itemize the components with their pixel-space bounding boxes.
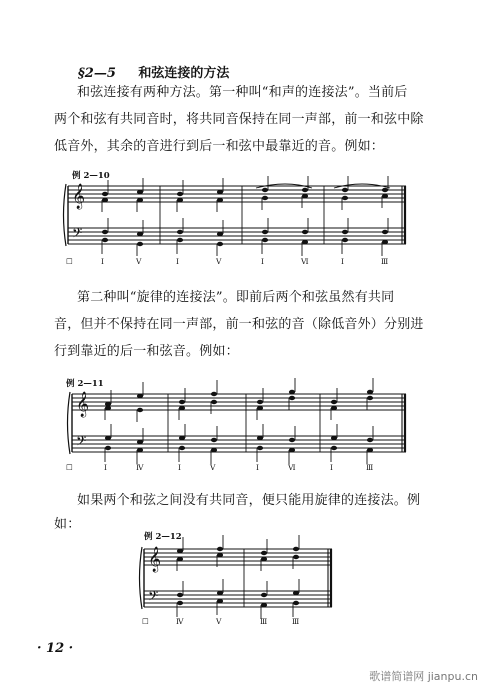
degree-label: Ⅲ	[381, 257, 389, 266]
example-2-degrees	[64, 463, 410, 475]
degree-label: V	[136, 257, 142, 266]
example-1-score	[60, 178, 410, 258]
example-1-degrees	[60, 257, 410, 269]
section-title: 和弦连接的方法	[138, 66, 230, 81]
degree-label: Ⅴ	[210, 463, 216, 472]
paragraph-3-line-1: 如果两个和弦之间没有共同音，便只能用旋律的连接法。例	[77, 493, 421, 508]
degree-label: I	[341, 257, 344, 266]
example-3-label: 例 2—12	[144, 532, 182, 542]
degree-label: Ⅲ	[366, 463, 374, 472]
bass-clef-icon: 𝄢	[72, 225, 83, 244]
degree-label: Ⅵ	[301, 257, 309, 266]
paragraph-1-line-2: 两个和弦有共同音时，将共同音保持在同一声部，前一和弦中除	[54, 112, 424, 127]
section-number: §2—5	[78, 66, 116, 81]
degree-label: I	[101, 257, 104, 266]
example-2-label: 例 2—11	[66, 379, 104, 389]
example-3-score	[136, 539, 336, 621]
example-3-degrees	[136, 617, 336, 629]
degree-label: I	[104, 463, 107, 472]
degree-label: I	[330, 463, 333, 472]
example-1-label: 例 2—10	[72, 171, 110, 181]
treble-clef-icon: 𝄞	[72, 184, 86, 209]
degree-label: Ⅵ	[288, 463, 296, 472]
example-2-mode-mark: ☐	[66, 463, 73, 472]
example-1-mode-mark: ☐	[66, 257, 73, 266]
paragraph-2-line-3: 行到靠近的后一和弦音。例如：	[54, 344, 239, 359]
watermark: 歌谱简谱网 jianpu.cn	[369, 670, 478, 683]
degree-label: Ⅴ	[216, 257, 222, 266]
example-2-score	[64, 386, 410, 466]
degree-label: Ⅲ	[292, 617, 300, 626]
degree-label: I	[176, 257, 179, 266]
degree-label: I	[261, 257, 264, 266]
treble-clef-icon: 𝄞	[148, 547, 162, 572]
paragraph-1-line-1: 和弦连接有两种方法。第一种叫“和声的连接法”。当前后	[77, 85, 408, 100]
degree-label: Ⅲ	[260, 617, 268, 626]
degree-label: Ⅴ	[216, 617, 222, 626]
paragraph-2-line-2: 音，但并不保持在同一声部，前一和弦的音（除低音外）分别进	[54, 317, 424, 332]
degree-label: I	[256, 463, 259, 472]
example-3-mode-mark: ☐	[142, 617, 149, 626]
treble-clef-icon: 𝄞	[76, 392, 90, 417]
paragraph-2-line-1: 第二种叫“旋律的连接法”。即前后两个和弦虽然有共同	[77, 290, 395, 305]
page-number: · 12 ·	[37, 641, 74, 656]
degree-label: Ⅳ	[136, 463, 144, 472]
paragraph-1-line-3: 低音外，其余的音进行到后一和弦中最靠近的音。例如：	[54, 139, 385, 154]
degree-label: Ⅳ	[176, 617, 184, 626]
paragraph-3-line-2: 如：	[54, 517, 81, 532]
bass-clef-icon: 𝄢	[76, 433, 87, 452]
degree-label: I	[178, 463, 181, 472]
bass-clef-icon: 𝄢	[148, 588, 159, 607]
